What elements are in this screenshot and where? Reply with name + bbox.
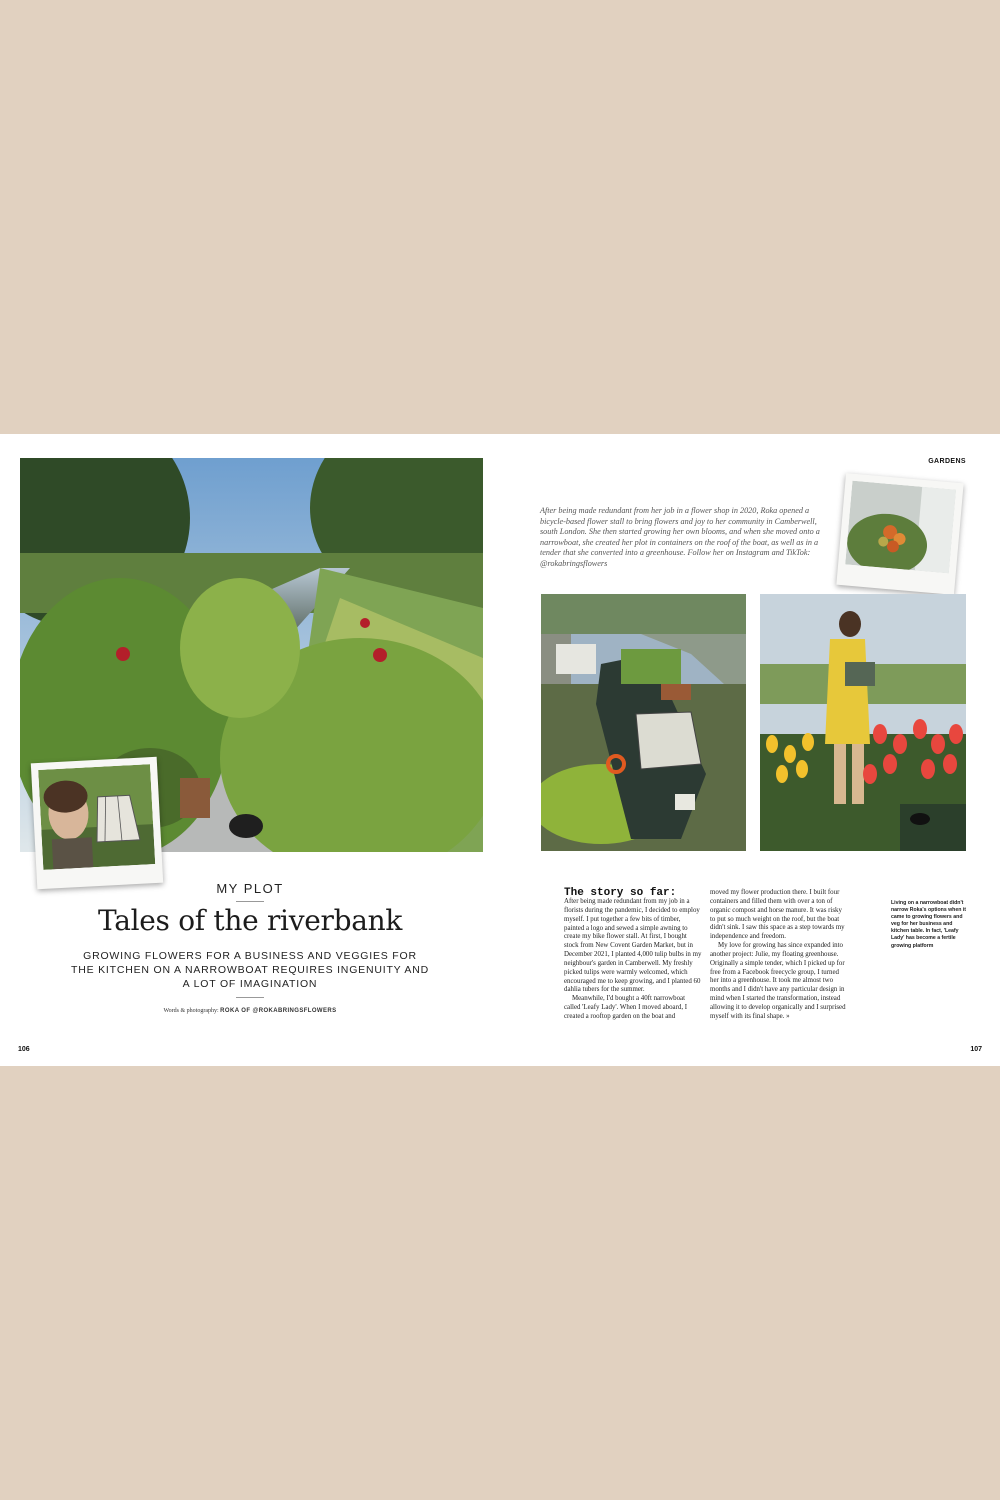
story-heading: The story so far: — [564, 887, 677, 899]
page-number-left: 106 — [18, 1046, 30, 1053]
column-1-paragraph: After being made redundant from my job in a florists during the pandemic, I decided to employ myself. I put together a few bits of timber, painted a logo and sewed a simple awning to create my bike flower stall. At first, I bought stock from New Covent Garden Market, but in December 2021, I planted 4,000 tulip bulbs in my neighbour's garden in Camberwell. My freshly picked tulips were warmly welcomed, which encouraged me to keep growing, and I planted 60 dahlia tubers for the summer. — [564, 898, 702, 994]
tulips-photo — [760, 594, 966, 851]
column-2-paragraph: moved my flower production there. I built four containers and filled them with over a ton of organic compost and horse manure. It was risky to put so much weight on the roof, but the boat didn't sink. I saw this space as a step towards my independence and freedom. — [710, 889, 845, 941]
column-1-paragraph: Meanwhile, I'd bought a 40ft narrowboat called 'Leafy Lady'. When I moved aboard, I created a rooftop garden on the boat and — [564, 995, 688, 1020]
column-2-paragraph: My love for growing has since expanded into another project: Julie, my floating greenhouse. Originally a simple tender, which I picked up for free from a Facebook freecycle group, I turned her into a greenhouse. It took me almost two months and I didn't have any particular design in mind when I started the transformation, instead allowing it to develop organically and I surprised myself with its final shape. » — [710, 942, 846, 1020]
body-column-1 — [564, 898, 702, 1022]
kicker-rule — [236, 901, 264, 902]
magazine-spread — [0, 434, 1000, 1066]
byline-prefix: Words & photography: — [163, 1008, 221, 1014]
section-kicker: MY PLOT — [216, 881, 284, 896]
photo-caption: Living on a narrowboat didn't narrow Roka's options when it came to growing flowers and veg for her business and kitchen table. In fact, 'Leafy Lady' has become a fertile growing platform — [891, 900, 967, 949]
polaroid-portrait-greenhouse — [31, 757, 163, 889]
polaroid-tomatoes — [836, 473, 963, 595]
article-standfirst: GROWING FLOWERS FOR A BUSINESS AND VEGGIES FOR THE KITCHEN ON A NARROWBOAT REQUIRES INGENUITY AND A LOT OF IMAGINATION — [71, 950, 429, 990]
standfirst-rule — [236, 997, 264, 998]
page-number-right: 107 — [970, 1046, 982, 1053]
byline — [120, 1008, 380, 1014]
byline-author: ROKA OF @ROKABRINGSFLOWERS — [220, 1008, 337, 1014]
intro-paragraph: After being made redundant from her job in a flower shop in 2020, Roka opened a bicycle-based flower stall to bring flowers and joy to her community in Camberwell, south London. She then started growing her own blooms, and when she moved onto a narrowboat, she created her plot in containers on the roof of the boat, as well as in a tender that she converted into a greenhouse. Follow her on Instagram and TikTok: @rokabringsflowers — [540, 506, 820, 568]
article-title: Tales of the riverbank — [98, 904, 402, 937]
section-tag: GARDENS — [928, 458, 966, 465]
narrowboat-lock-photo — [541, 594, 746, 851]
body-column-2 — [710, 889, 848, 1022]
